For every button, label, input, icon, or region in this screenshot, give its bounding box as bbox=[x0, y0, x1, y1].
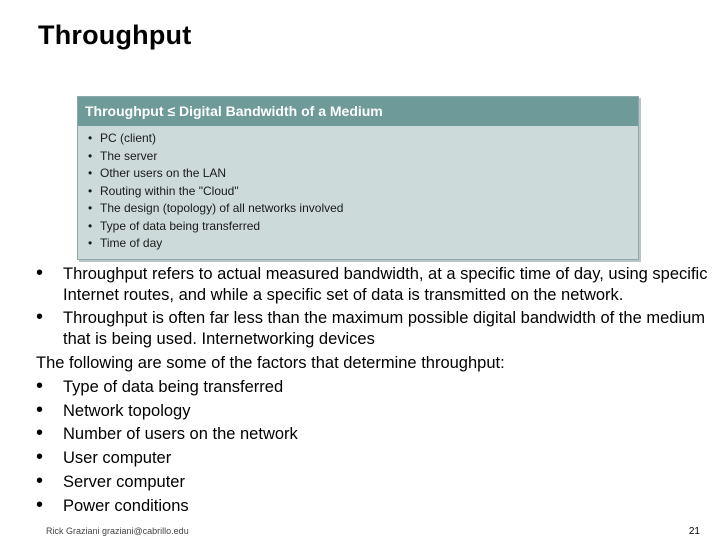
bullet-dot: • bbox=[36, 422, 44, 445]
factor-item bbox=[36, 495, 708, 519]
factor-text: Number of users on the network bbox=[63, 425, 298, 444]
figure-list-item: • The design (topology) of all networks involved bbox=[88, 201, 344, 215]
bullet-dot: • bbox=[36, 306, 44, 328]
bullet-paragraph bbox=[36, 264, 708, 305]
bullet-dot: • bbox=[36, 374, 44, 397]
factor-text: User computer bbox=[63, 449, 172, 468]
factors-intro: The following are some of the factors that determine throughput: bbox=[36, 354, 505, 372]
factor-text: Power conditions bbox=[63, 496, 189, 515]
paragraph-text: Throughput is often far less than the maximum possible digital bandwidth of the medium that is being used. Internetworking devices bbox=[63, 309, 706, 348]
factor-text: Server computer bbox=[63, 472, 185, 491]
paragraph-text: Throughput refers to actual measured bandwidth, at a specific time of day, using specific Internet routes, and while a specific set of data is transmitted on the network. bbox=[63, 265, 708, 304]
factor-item bbox=[36, 376, 708, 400]
factor-item bbox=[36, 400, 708, 424]
figure-panel bbox=[77, 96, 639, 260]
factor-text: Type of data being transferred bbox=[63, 377, 284, 396]
slide-title: Throughput bbox=[38, 20, 192, 50]
bullet-dot: • bbox=[36, 446, 44, 469]
figure-list bbox=[78, 126, 638, 253]
figure-list-item: • PC (client) bbox=[88, 131, 157, 145]
bullet-dot: • bbox=[36, 493, 44, 516]
bullet-dot: • bbox=[36, 398, 44, 421]
figure-list-item: • The server bbox=[88, 148, 158, 163]
factor-text: Network topology bbox=[63, 401, 191, 420]
page-number: 21 bbox=[688, 526, 700, 537]
figure-list-item: • Type of data being transferred bbox=[88, 218, 261, 233]
factor-item bbox=[36, 423, 708, 447]
bullet-paragraph bbox=[36, 308, 708, 349]
figure-header: Throughput ≤ Digital Bandwidth of a Medium bbox=[78, 97, 638, 126]
bullet-dot: • bbox=[36, 262, 44, 284]
bullet-dot: • bbox=[36, 469, 44, 492]
factor-item bbox=[36, 447, 708, 471]
figure-list-item: • Other users on the LAN bbox=[88, 166, 227, 180]
figure-list-item: • Time of day bbox=[88, 236, 163, 250]
factor-item bbox=[36, 471, 708, 495]
figure-list-item: • Routing within the "Cloud" bbox=[88, 183, 239, 198]
footer-author: Rick Graziani graziani@cabrillo.edu bbox=[46, 526, 189, 536]
slide-body bbox=[36, 264, 708, 519]
